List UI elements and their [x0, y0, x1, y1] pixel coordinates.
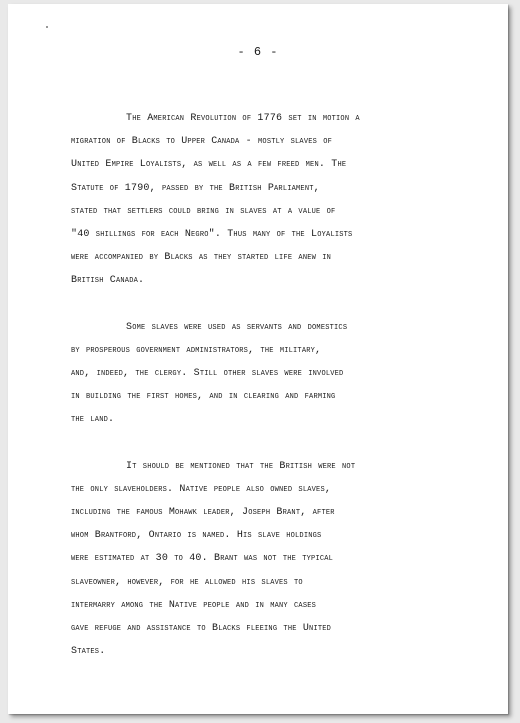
paragraph-line: States.: [71, 646, 106, 658]
paragraph-1: [71, 107, 451, 293]
page-number: - 6 -: [237, 45, 279, 59]
paragraph-3: [71, 455, 451, 664]
paragraph-line: gave refuge and assistance to Blacks fleeing the United: [71, 623, 332, 635]
paragraph-line: and, indeed, the clergy. Still other slaves were involved: [71, 368, 344, 380]
paragraph-line: Some slaves were used as servants and domestics: [126, 321, 348, 333]
paragraph-line: the only slaveholders. Native people also owned slaves,: [71, 483, 332, 495]
paragraph-line: The American Revolution of 1776 set in motion a: [126, 113, 360, 124]
paragraph-line: British Canada.: [71, 275, 145, 287]
body-text: [71, 107, 451, 686]
paragraph-line: were estimated at 30 to 40. Brant was not the typical: [71, 553, 334, 565]
paper-speck: [46, 26, 48, 28]
document-page: [8, 4, 508, 714]
paragraph-line: Statute of 1790, passed by the British Parliament,: [71, 182, 320, 194]
paragraph-line: United Empire Loyalists, as well as a few freed men. The: [71, 159, 347, 171]
paragraph-line: stated that settlers could bring in slaves at a value of: [71, 205, 336, 217]
paragraph-line: by prosperous government administrators, the military,: [71, 344, 322, 356]
paragraph-line: the land.: [71, 414, 115, 426]
paragraph-line: whom Brantford, Ontario is named. His slave holdings: [71, 530, 322, 542]
paragraph-line: in building the first homes, and in clearing and farming: [71, 391, 336, 403]
paragraph-line: migration of Blacks to Upper Canada - mostly slaves of: [71, 136, 333, 148]
paragraph-line: were accompanied by Blacks as they started life anew in: [71, 252, 332, 264]
paragraph-line: It should be mentioned that the British were not: [126, 460, 356, 472]
paragraph-2: [71, 316, 451, 432]
paragraph-line: "40 shillings for each Negro". Thus many of the Loyalists: [71, 229, 353, 241]
paragraph-line: intermarry among the Native people and in many cases: [71, 599, 317, 611]
paragraph-line: including the famous Mohawk leader, Joseph Brant, after: [71, 507, 335, 519]
paragraph-line: slaveowner, however, for he allowed his slaves to: [71, 576, 303, 588]
